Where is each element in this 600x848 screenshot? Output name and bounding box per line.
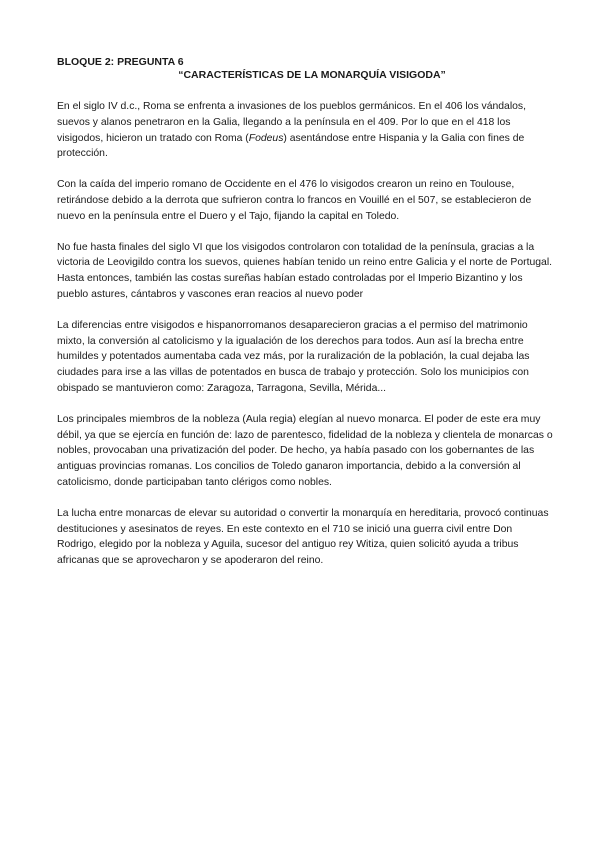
paragraph-1-text-before: En el siglo IV d.c., Roma se enfrenta a invasiones de los pueblos germánicos. En el 406 los vándalos, suevos y alanos penetraron en la Galia, llegando a la península en el 409. Por lo que en el 418 los visigodos, hicieron un tratado con Roma ( — [57, 101, 527, 144]
paragraph-1 — [57, 99, 553, 162]
paragraph-5: Los principales miembros de la nobleza (Aula regia) elegían al nuevo monarca. El poder de este era muy débil, ya que se ejercía en función de: lazo de parentesco, fidelidad de la nobleza y clientela de monarcas o nobles, provocaban una privatización del poder. De hecho, ya había pasado con los gobernantes de las antiguas provincias romanas. Los concilios de Toledo ganaron importancia, debido a la conversión al catolicismo, donde participaban tanto clérigos como nobles. — [57, 413, 553, 488]
paragraph-1-emphasis: Fodeus — [248, 132, 284, 144]
paragraph-1-text-after: ) asentándose entre Hispania y la Galia con fines de protección. — [57, 132, 525, 160]
document-title: “CARACTERÍSTICAS DE LA MONARQUÍA VISIGODA” — [178, 69, 446, 81]
paragraph-3: No fue hasta finales del siglo VI que los visigodos controlaron con totalidad de la península, gracias a la victoria de Leovigildo contra los suevos, quienes habían tenido un reino entre Galicia y el norte de Portugal. Hasta entonces, también las costas sureñas habían estado controladas por el Imperio Bizantino y los pueblo astures, cántabros y vascones eran reacios al nuevo poder — [57, 241, 553, 300]
paragraph-2: Con la caída del imperio romano de Occidente en el 476 lo visigodos crearon un reino en Toulouse, retirándose debido a la derrota que sufrieron contra lo francos en Vouillé en el 507, se establecieron de nuevo en la península entre el Duero y el Tajo, fijando la capital en Toledo. — [57, 179, 532, 222]
paragraph-4: La diferencias entre visigodos e hispanorromanos desaparecieron gracias a el permiso del matrimonio mixto, la conversión al catolicismo y la igualación de los derechos para todos. Aun así la brecha entre humildes y potentados aumentaba cada vez más, por la ruralización de la población, la cual dejaba las ciudades para irse a las villas de potentados en busca de trabajo y protección. Solo los municipios con obispado se mantuvieron como: Zaragoza, Tarragona, Sevilla, Mérida... — [57, 319, 530, 394]
document-page — [57, 56, 553, 584]
section-heading: BLOQUE 2: PREGUNTA 6 — [57, 56, 184, 68]
paragraph-6: La lucha entre monarcas de elevar su autoridad o convertir la monarquía en hereditaria, provocó continuas destituciones y asesinatos de reyes. En este contexto en el 710 se inició una guerra civil entre Don Rodrigo, elegido por la nobleza y Aguila, sucesor del antiguo rey Witiza, quien solicitó ayuda a tribus africanas que se aprovecharon y se apoderaron del reino. — [57, 507, 549, 567]
